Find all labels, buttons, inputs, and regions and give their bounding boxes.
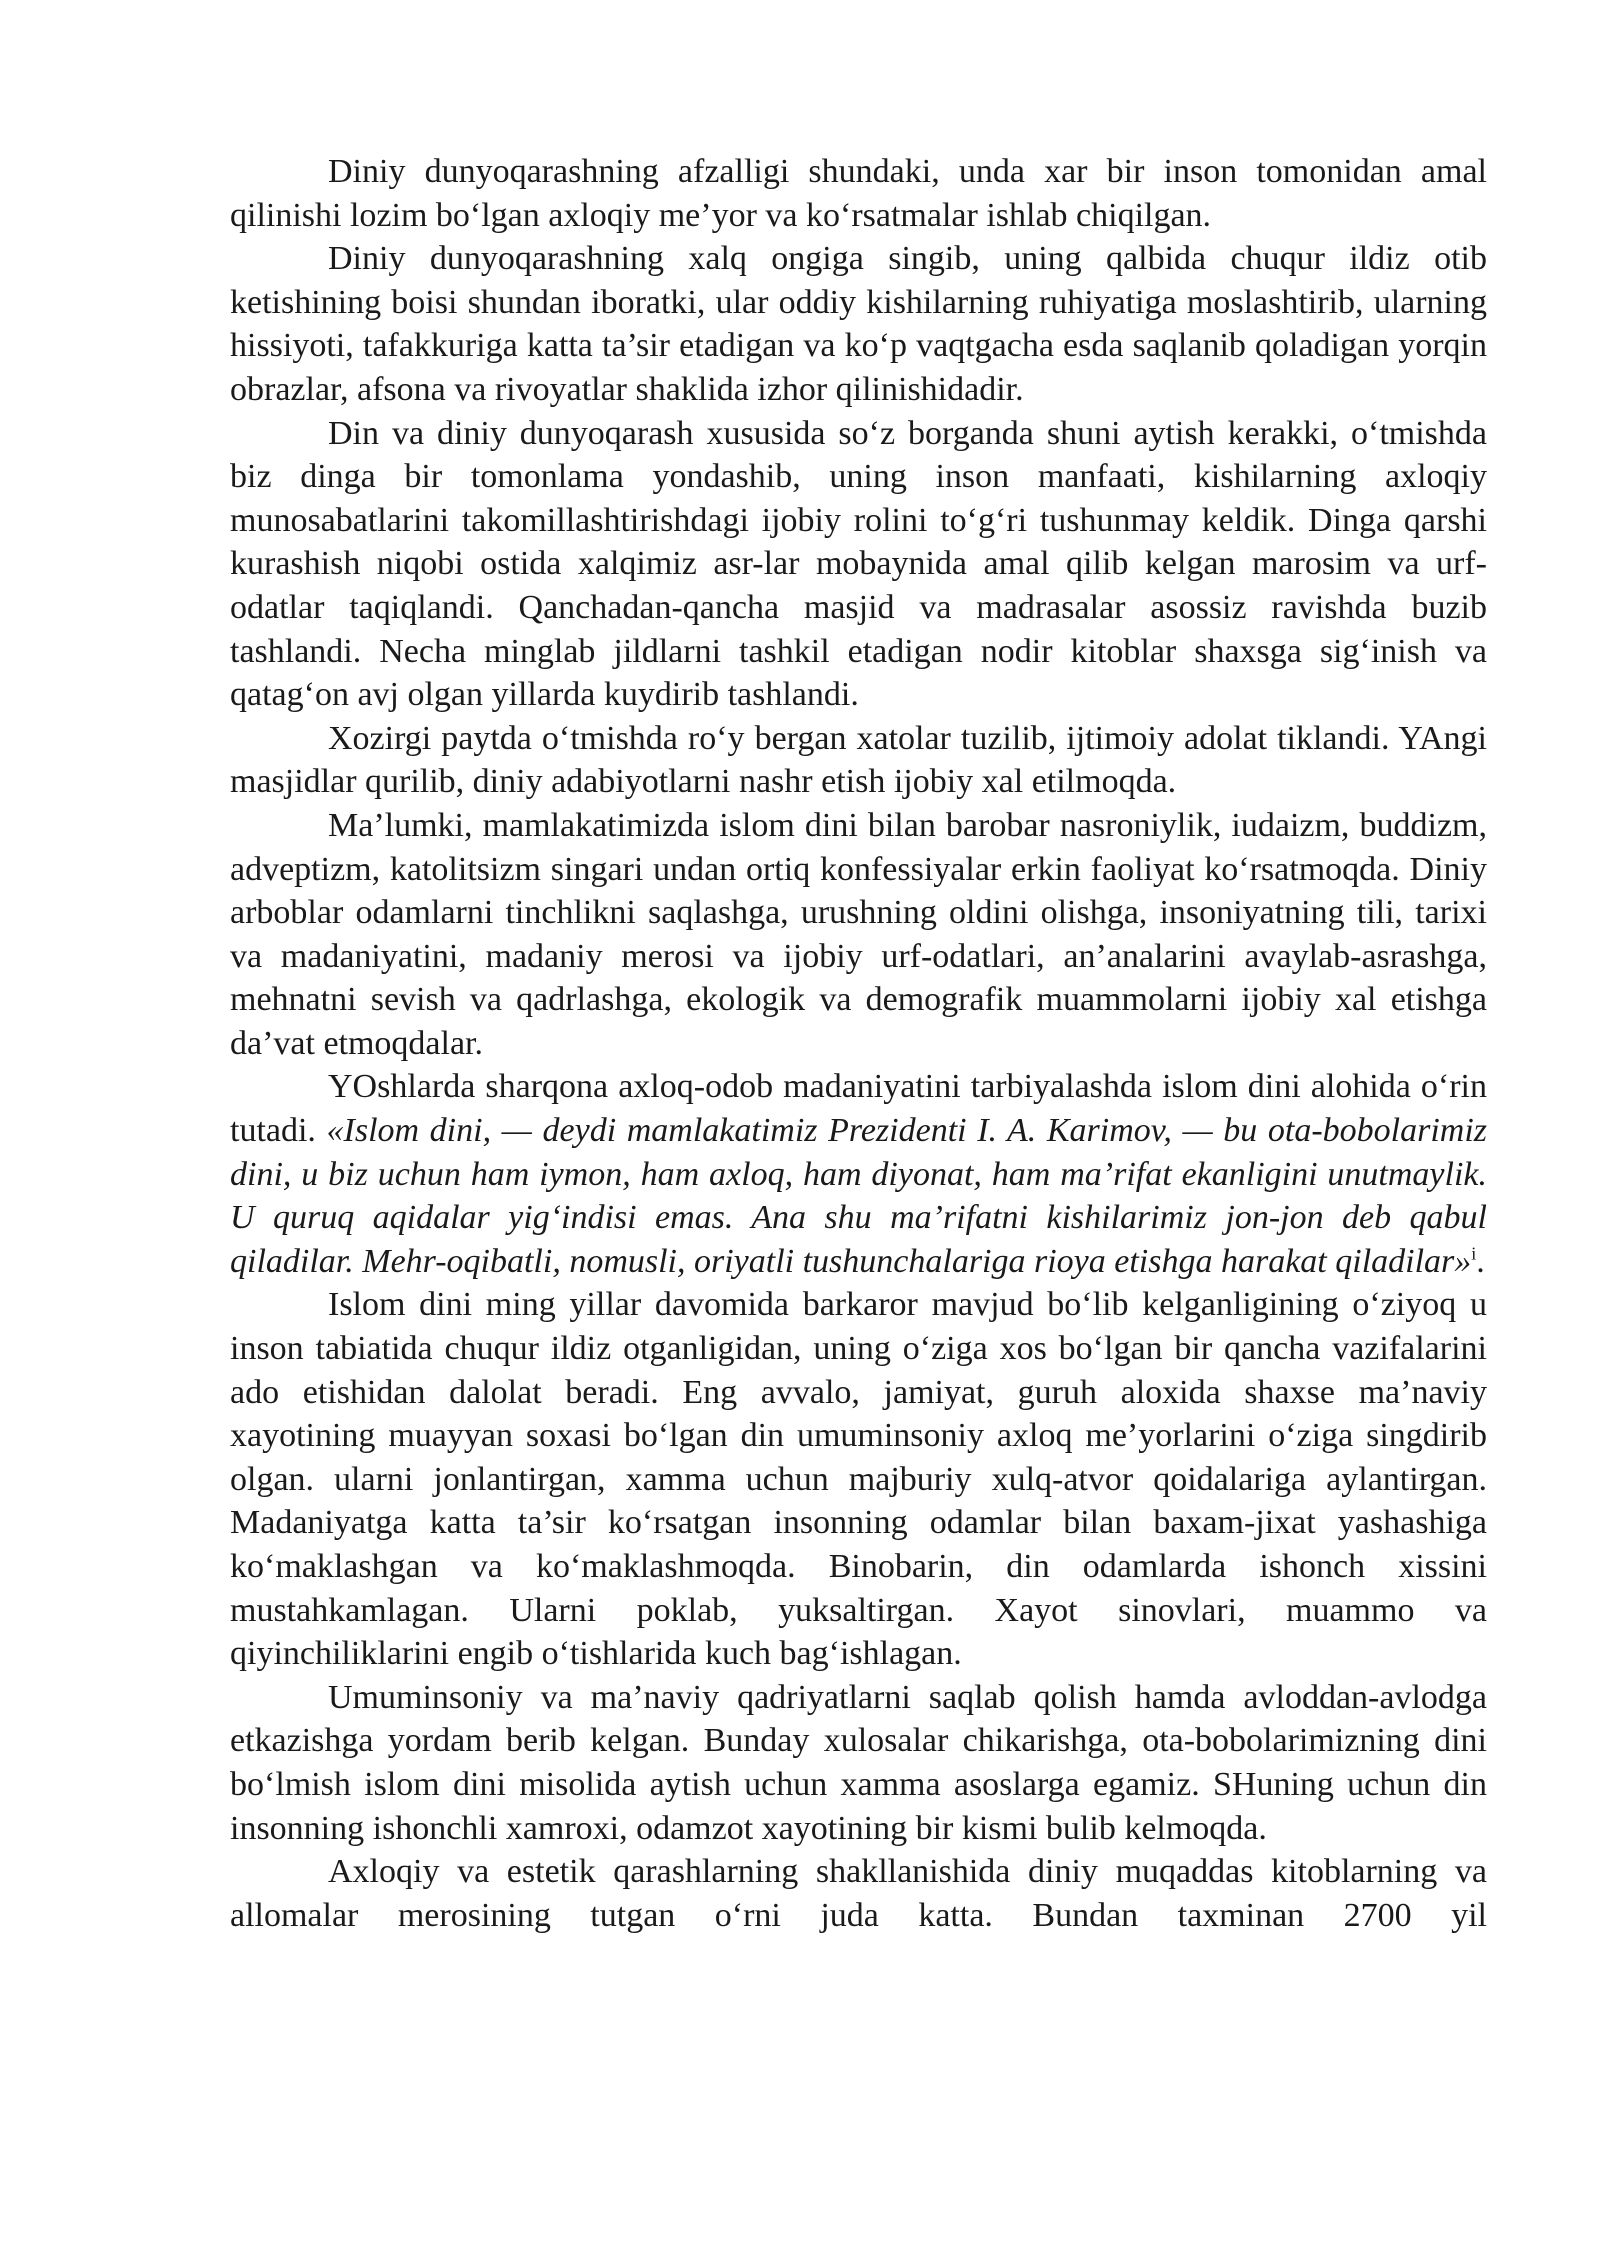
document-page	[230, 150, 1487, 1937]
paragraph-2: Diniy dunyoqarashning xalq ongiga singib, uning qalbida chuqur ildiz otib ketishining boisi shundan iboratki, ular oddiy kishilarning ruhiyatiga moslashtirib, ularning hissiyoti, tafakkuriga katta ta’sir etadigan va ko‘p vaqtgacha esda saqlanib qoladigan yorqin obrazlar, afsona va rivoyatlar shaklida izhor qilinishidadir.	[230, 240, 1487, 408]
paragraph-6	[230, 1065, 1487, 1283]
paragraph-9: Axloqiy va estetik qarashlarning shakllanishida diniy muqaddas kitoblarning va allomalar merosining tutgan o‘rni juda katta. Bundan taxminan 2700 yil	[230, 1853, 1487, 1934]
president-quote: «Islom dini, — deydi mamlakatimiz Prezidenti I. A. Karimov, — bu ota-bobolarimiz dini, u biz uchun ham iymon, ham axloq, ham diyonat, ham ma’rifat ekanligini unutmaylik. U quruq aqidalar yig‘indisi emas. Ana shu ma’rifatni kishilarimiz jon-jon deb qabul qiladilar. Mehr-oqibatli, nomusli, oriyatli tushunchalariga rioya etishga harakat qiladilar»	[230, 1112, 1487, 1280]
paragraph-6-tail: .	[1476, 1242, 1485, 1280]
footnote-marker: i	[1471, 1243, 1477, 1264]
paragraph-5: Ma’lumki, mamlakatimizda islom dini bilan barobar nasroniylik, iudaizm, buddizm, adveptizm, katolitsizm singari undan ortiq konfessiyalar erkin faoliyat ko‘rsatmoqda. Diniy arboblar odamlarni tinchlikni saqlashga, urushning oldini olishga, insoniyatning tili, tarixi va madaniyatini, madaniy merosi va ijobiy urf-odatlari, an’analarini avaylab-asrashga, mehnatni sevish va qadrlashga, ekologik va demografik muammolarni ijobiy xal etishga da’vat etmoqdalar.	[230, 806, 1487, 1062]
paragraph-4: Xozirgi paytda o‘tmishda ro‘y bergan xatolar tuzilib, ijtimoiy adolat tiklandi. YAngi masjidlar qurilib, diniy adabiyotlarni nashr etish ijobiy xal etilmoqda.	[230, 719, 1487, 801]
paragraph-6-lead: YOshlarda sharqona axloq-odob madaniyatini tarbiyalashda islom dini alohida o‘rin tutadi.	[230, 1068, 1487, 1150]
paragraph-7: Islom dini ming yillar davomida barkaror mavjud bo‘lib kelganligining o‘ziyoq u inson tabiatida chuqur ildiz otganligidan, uning o‘ziga xos bo‘lgan bir qancha vazifalarini ado etishidan dalolat beradi. Eng avvalo, jamiyat, guruh aloxida shaxse ma’naviy xayotining muayyan soxasi bo‘lgan din umuminsoniy axloq me’yorlarini o‘ziga singdirib olgan. ularni jonlantirgan, xamma uchun majburiy xulq-atvor qoidalariga aylantirgan. Madaniyatga katta ta’sir ko‘rsatgan insonning odamlar bilan baxam-jixat yashashiga ko‘maklashgan va ko‘maklashmoqda. Binobarin, din odamlarda ishonch xissini mustahkamlagan. Ularni poklab, yuksaltirgan. Xayot sinovlari, muammo va qiyinchiliklarini engib o‘tishlarida kuch bag‘ishlagan.	[230, 1286, 1487, 1673]
paragraph-1: Diniy dunyoqarashning afzalligi shundaki, unda xar bir inson tomonidan amal qilinishi lozim bo‘lgan axloqiy me’yor va ko‘rsatmalar ishlab chiqilgan.	[230, 153, 1487, 234]
paragraph-8: Umuminsoniy va ma’naviy qadriyatlarni saqlab qolish hamda avloddan-avlodga etkazishga yordam berib kelgan. Bunday xulosalar chikarishga, ota-bobolarimizning dini bo‘lmish islom dini misolida aytish uchun xamma asoslarga egamiz. SHuning uchun din insonning ishonchli xamroxi, odamzot xayotining bir kismi bulib kelmoqda.	[230, 1678, 1487, 1847]
paragraph-3: Din va diniy dunyoqarash xususida so‘z borganda shuni aytish kerakki, o‘tmishda biz dinga bir tomonlama yondashib, uning inson manfaati, kishilarning axloqiy munosabatlarini takomillashtirishdagi ijobiy rolini to‘g‘ri tushunmay keldik. Dinga qarshi kurashish niqobi ostida xalqimiz asr-lar mobaynida amal qilib kelgan marosim va urf-odatlar taqiqlandi. Qanchadan-qancha masjid va madrasalar asossiz ravishda buzib tashlandi. Necha minglab jildlarni tashkil etadigan nodir kitoblar shaxsga sig‘inish va qatag‘on avj olgan yillarda kuydirib tashlandi.	[230, 414, 1487, 714]
